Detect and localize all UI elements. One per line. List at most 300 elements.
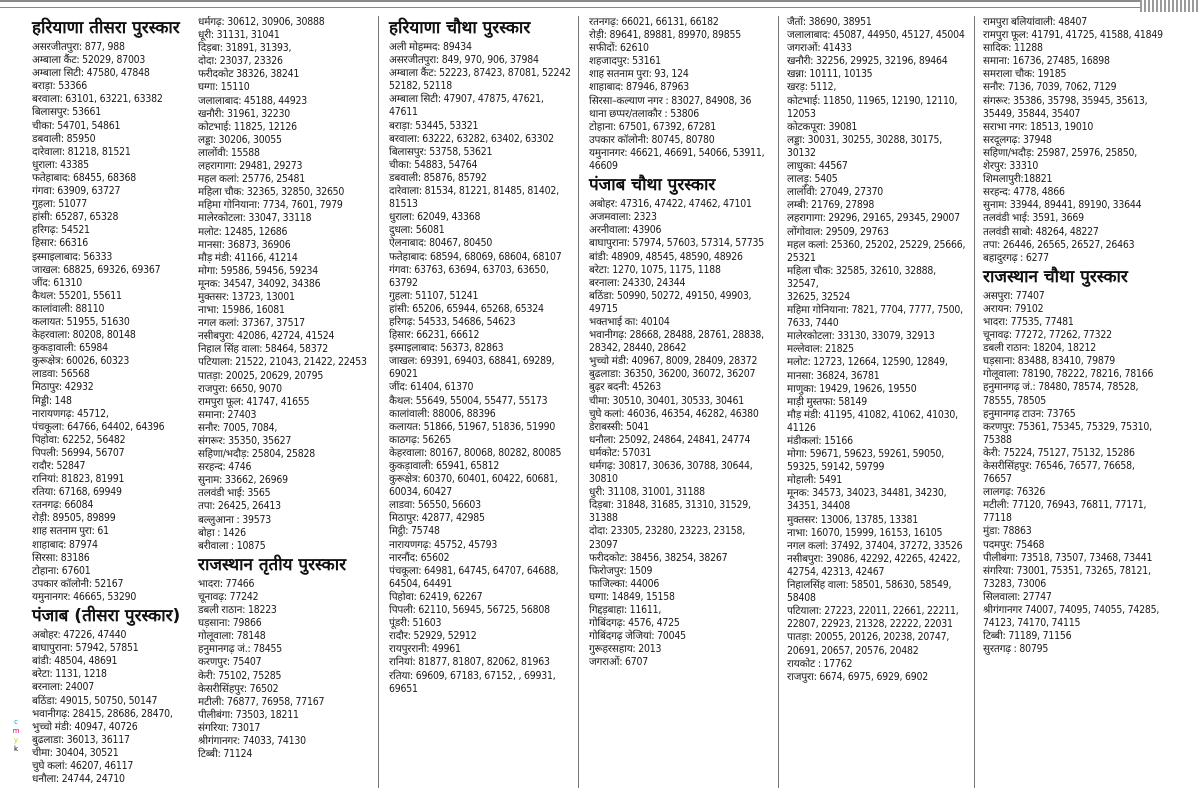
result-entry: 30810 bbox=[589, 473, 618, 486]
result-entry: दिड़बा: 31891, 31393, bbox=[198, 42, 292, 55]
result-entry: नारायणगढ़: 45712, bbox=[32, 407, 109, 420]
result-entry: खनौरी: 31961, 32230 bbox=[198, 107, 291, 120]
result-entry: खनौरी: 32256, 29925, 32196, 89464 bbox=[787, 55, 948, 68]
result-entry: चूनावढ़: 77272, 77262, 77322 bbox=[983, 329, 1112, 342]
result-entry: कैथल: 55649, 55004, 55477, 55173 bbox=[389, 394, 548, 407]
result-entry: नारायणगढ़: 45752, 45793 bbox=[389, 538, 498, 551]
result-entry: हनुमानगढ़ टाउन: 73765 bbox=[983, 407, 1076, 420]
result-entry: 64504, 64491 bbox=[389, 577, 452, 590]
result-entry: रतिया: 69609, 67183, 67152, , 69931, bbox=[389, 669, 556, 682]
result-entry: डेराबस्सी: 5041 bbox=[589, 420, 649, 433]
result-entry: शहजादपुर: 53161 bbox=[589, 55, 661, 68]
result-entry: बरेटा: 1270, 1075, 1175, 1188 bbox=[589, 263, 721, 276]
result-entry: अबोहर: 47316, 47422, 47462, 47101 bbox=[589, 198, 752, 211]
result-entry: बराड़ा: 53445, 53321 bbox=[389, 119, 479, 132]
result-entry: दोदा: 23037, 23326 bbox=[198, 55, 283, 68]
result-entry: मोगा: 59671, 59623, 59261, 59050, bbox=[787, 448, 945, 461]
result-entry: रायपुररानी: 49961 bbox=[389, 643, 461, 656]
result-entry: लड्डा: 30206, 30055 bbox=[198, 133, 282, 146]
result-entry: चुघे कलां: 46207, 46117 bbox=[32, 759, 134, 772]
column-5 bbox=[778, 16, 974, 788]
result-entry: बरवाला: 63101, 63221, 63382 bbox=[32, 93, 163, 106]
result-entry: चीका: 54701, 54861 bbox=[32, 119, 121, 132]
result-entry: पिहोवा: 62419, 62267 bbox=[389, 590, 483, 603]
result-entry: 32625, 32524 bbox=[787, 290, 850, 303]
result-entry: धनौला: 24744, 24710 bbox=[32, 773, 125, 786]
result-entry: काठगढ़: 56265 bbox=[389, 433, 452, 446]
result-entry: संगरूर: 35350, 35627 bbox=[198, 435, 292, 447]
result-entry: गोलूवाला: 78148 bbox=[198, 630, 266, 643]
result-entry: मिठापुर: 42877, 42985 bbox=[389, 512, 485, 525]
result-entry: पीलीबंगा: 73503, 18211 bbox=[198, 708, 299, 721]
result-entry: यमुनानगर: 46665, 53290 bbox=[32, 590, 137, 603]
result-entry: अम्बाला सिटी: 47580, 47848 bbox=[32, 67, 150, 80]
result-entry: जगराओं: 41433 bbox=[787, 42, 852, 55]
result-entry: 31388 bbox=[589, 512, 618, 525]
result-entry: धुराला: 43385 bbox=[32, 158, 89, 171]
result-entry: महिला चौक: 32585, 32610, 32888, 32547, bbox=[787, 264, 936, 290]
result-entry: मौड़ मंडी: 41166, 41214 bbox=[198, 251, 298, 264]
result-entry: हरिगढ़: 54533, 54686, 54623 bbox=[389, 315, 516, 328]
result-entry: नगल कलां: 37492, 37404, 37272, 33526 bbox=[787, 539, 963, 552]
result-entry: बुढ़र बदनी: 45263 bbox=[589, 381, 661, 394]
result-entry: खरड़: 5112, bbox=[787, 81, 837, 94]
result-entry: मलोट: 12485, 12686 bbox=[198, 225, 288, 238]
result-entry: मटीली: 77120, 76943, 76811, 77171, bbox=[983, 499, 1147, 512]
result-entry: मोहाली: 5491 bbox=[787, 474, 842, 487]
result-entry: भादरा: 77535, 77481 bbox=[983, 315, 1074, 328]
result-entry: करणपुर: 75361, 75345, 75329, 75310, bbox=[983, 420, 1152, 433]
result-entry: मुंडा: 78863 bbox=[983, 525, 1032, 538]
result-entry: नसीबपुरा: 42086, 42724, 41524 bbox=[198, 330, 335, 343]
result-entry: बरेटा: 1131, 1218 bbox=[32, 668, 107, 681]
result-entry: रामपुरा बलियांवाली: 48407 bbox=[983, 16, 1088, 28]
result-entry: दोदा: 23305, 23280, 23223, 23158, bbox=[589, 525, 746, 538]
result-entry: 74123, 74170, 74115 bbox=[983, 617, 1081, 630]
result-entry: रतनगढ़: 66084 bbox=[32, 499, 94, 512]
result-entry: मुक्तसर: 13006, 13785, 13381 bbox=[787, 513, 918, 526]
result-entry: रोड़ी: 89505, 89899 bbox=[32, 512, 116, 525]
result-entry: बरनाला: 24007 bbox=[32, 681, 95, 694]
result-entry: मानसा: 36873, 36906 bbox=[198, 238, 291, 251]
result-entry: बोहा : 1426 bbox=[198, 526, 246, 539]
result-entry: शाहाबाद: 87974 bbox=[32, 538, 98, 551]
result-entry: मूनक: 34547, 34092, 34386 bbox=[198, 277, 321, 290]
result-entry: नाभा: 16070, 15999, 16153, 16105 bbox=[787, 526, 943, 539]
result-entry: मंडीकलां: 15166 bbox=[787, 435, 853, 447]
result-entry: 30132 bbox=[787, 146, 816, 159]
result-entry: बाघापुराना: 57942, 57851 bbox=[32, 642, 139, 655]
result-entry: इस्माइलाबाद: 56333 bbox=[32, 250, 113, 263]
result-entry: माड़ी मुस्तफा: 58149 bbox=[787, 395, 868, 408]
result-entry: मोगा: 59586, 59456, 59234 bbox=[198, 264, 319, 277]
result-entry: महिमा गोनियाना: 7734, 7601, 7979 bbox=[198, 199, 343, 212]
result-entry: संगरिया: 73017 bbox=[198, 721, 261, 734]
result-entry: रादौर: 52847 bbox=[32, 460, 86, 472]
result-entry: कलायत: 51866, 51967, 51836, 51990 bbox=[389, 420, 556, 433]
result-entry: 49715 bbox=[589, 302, 618, 315]
result-entry: अम्बाला कैंट: 52029, 87003 bbox=[32, 54, 146, 67]
result-entry: जींद: 61404, 61370 bbox=[389, 381, 474, 394]
result-entry: चूनावढ़: 77242 bbox=[198, 590, 259, 603]
result-entry: गोबिंदगढ़: 4576, 4725 bbox=[589, 617, 680, 630]
result-entry: अबोहर: 47226, 47440 bbox=[32, 629, 127, 642]
result-entry: लालोंवी: 27049, 27370 bbox=[787, 186, 884, 199]
result-entry: कलायत: 51955, 51630 bbox=[32, 315, 130, 328]
result-entry: जलालाबाद: 45087, 44950, 45127, 45004 bbox=[787, 29, 965, 42]
result-entry: केसरीसिंहपुर: 76502 bbox=[198, 682, 279, 695]
result-entry: कुकड़ावाली: 65984 bbox=[32, 342, 108, 355]
result-entry: मलोट: 12723, 12664, 12590, 12849, bbox=[787, 356, 948, 369]
result-entry: फिरोजपुर: 1509 bbox=[589, 564, 653, 577]
result-entry: पातड़ा: 20025, 20629, 20795 bbox=[198, 369, 324, 382]
result-entry: टोहाना: 67501, 67392, 67281 bbox=[589, 120, 716, 133]
result-entry: लालड़ू: 5405 bbox=[787, 173, 838, 186]
result-entry: हरिगढ़: 54521 bbox=[32, 224, 90, 237]
result-entry: 22807, 22923, 21328, 22222, 22031 bbox=[787, 618, 953, 631]
result-entry: पीलीबंगा: 73518, 73507, 73468, 73441 bbox=[983, 551, 1153, 564]
result-entry: 28342, 28440, 28642 bbox=[589, 342, 687, 355]
result-entry: तपा: 26446, 26565, 26527, 26463 bbox=[983, 238, 1135, 251]
result-entry: मिट्ठी: 75748 bbox=[389, 525, 440, 538]
result-entry: लालोंवी: 15588 bbox=[198, 146, 260, 159]
section-heading: राजस्थान चौथा पुरस्कार bbox=[983, 266, 1128, 287]
registration-mark-k: k bbox=[13, 745, 19, 753]
result-entry: तलवंडी भाई: 3591, 3669 bbox=[983, 212, 1084, 225]
result-entry: महिला चौक: 32365, 32850, 32650 bbox=[198, 186, 345, 199]
result-entry: बरीवाला : 10875 bbox=[198, 539, 266, 552]
result-entry: फाजिल्का: 44006 bbox=[589, 577, 660, 590]
result-entry: डबली राठान: 18223 bbox=[198, 604, 277, 617]
result-entry: शाह सतनाम पुरा: 61 bbox=[32, 525, 109, 538]
result-entry: हिसार: 66316 bbox=[32, 237, 89, 250]
result-entry: बुढलाडा: 36013, 36117 bbox=[32, 733, 130, 746]
result-entry: अम्बाला कैंट: 52223, 87423, 87081, 52242 bbox=[389, 67, 571, 80]
result-entry: गुरूहरसहाय: 2013 bbox=[589, 643, 662, 656]
result-entry: बांडी: 48909, 48545, 48590, 48926 bbox=[589, 250, 743, 263]
result-entry: 42754, 42313, 42467 bbox=[787, 565, 885, 578]
result-entry: सराभा नगर: 18513, 19010 bbox=[983, 120, 1094, 133]
result-entry: हांसी: 65287, 65328 bbox=[32, 211, 119, 224]
result-entry: बिलासपुर: 53758, 53621 bbox=[389, 145, 493, 158]
result-entry: मुक्तसर: 13723, 13001 bbox=[198, 290, 295, 303]
result-entry: शिमलापुरी:18821 bbox=[983, 173, 1053, 186]
result-entry: मिठापुर: 42932 bbox=[32, 381, 94, 394]
result-entry: रायकोट : 17762 bbox=[787, 657, 853, 670]
result-entry: मूनक: 34573, 34023, 34481, 34230, bbox=[787, 487, 947, 500]
top-rule bbox=[0, 0, 1200, 8]
result-entry: धुराला: 62049, 43368 bbox=[389, 211, 481, 224]
result-entry: रानियां: 81823, 81991 bbox=[32, 473, 125, 486]
result-entry: असरजीतपुरा: 849, 970, 906, 37984 bbox=[389, 54, 539, 67]
result-entry: श्रीगंगानगर 74007, 74095, 74055, 74285, bbox=[983, 604, 1160, 617]
result-entry: घड़साना: 79866 bbox=[198, 617, 262, 630]
result-entry: बांडी: 48504, 48691 bbox=[32, 655, 118, 668]
result-entry: असरजीतपुरा: 877, 988 bbox=[32, 41, 125, 53]
result-entry: भादरा: 77466 bbox=[198, 577, 255, 590]
result-entry: पटियाला: 27223, 22011, 22661, 22211, bbox=[787, 605, 959, 618]
result-entry: शेरपुर: 33310 bbox=[983, 160, 1039, 173]
result-entry: जैतों: 38690, 38951 bbox=[787, 16, 872, 28]
result-entry: ऐलनाबाद: 80467, 80450 bbox=[389, 237, 493, 250]
column-6 bbox=[974, 16, 1190, 788]
result-entry: 75388 bbox=[983, 433, 1012, 446]
result-entry: टोहाना: 67601 bbox=[32, 564, 91, 577]
result-entry: नसीबपुरा: 39086, 42292, 42265, 42422, bbox=[787, 552, 961, 565]
result-entry: 73283, 73006 bbox=[983, 577, 1046, 590]
result-entry: लोंगोवाल: 29509, 29763 bbox=[787, 225, 889, 238]
result-entry: 12053 bbox=[787, 107, 816, 120]
result-entry: तलवंडी भाई: 3565 bbox=[198, 487, 271, 500]
result-entry: गिद्दड़बाहा: 11611, bbox=[589, 604, 662, 617]
result-entry: हनुमानगढ़ जं.: 78455 bbox=[198, 643, 282, 656]
result-entry: केरी: 75224, 75127, 75132, 15286 bbox=[983, 446, 1135, 459]
result-entry: टिब्बी: 71124 bbox=[198, 748, 253, 761]
result-entry: चीमा: 30404, 30521 bbox=[32, 746, 119, 759]
result-entry: 78555, 78505 bbox=[983, 394, 1046, 407]
result-entry: कालांवाली: 88006, 88396 bbox=[389, 407, 496, 420]
result-entry: बठिंडा: 49015, 50750, 50147 bbox=[32, 694, 158, 707]
result-entry: यमुनानगर: 46621, 46691, 54066, 53911, bbox=[589, 146, 765, 159]
result-entry: 59325, 59142, 59799 bbox=[787, 461, 885, 474]
result-entry: घग्गा: 15110 bbox=[198, 81, 250, 94]
result-entry: लहरागागा: 29481, 29273 bbox=[198, 160, 303, 173]
result-entry: लाडवा: 56568 bbox=[32, 368, 90, 381]
result-entry: असपुरा: 77407 bbox=[983, 289, 1045, 302]
result-entry: कुरूक्षेत्र: 60370, 60401, 60422, 60681, bbox=[389, 473, 558, 486]
registration-mark-y: y bbox=[13, 736, 19, 744]
result-entry: जाखल: 68825, 69326, 69367 bbox=[32, 263, 161, 276]
result-entry: अरायन: 79102 bbox=[983, 302, 1044, 315]
result-entry: सहिणा/भदौड़: 25804, 25828 bbox=[198, 448, 315, 461]
result-entry: 69021 bbox=[389, 368, 418, 381]
result-entry: बाघापुराना: 57974, 57603, 57314, 57735 bbox=[589, 237, 765, 250]
result-entry: समाना: 27403 bbox=[198, 408, 257, 421]
result-entry: गुहला: 51077 bbox=[32, 198, 87, 211]
result-entry: हनुमानगढ़ जं.: 78480, 78574, 78528, bbox=[983, 381, 1139, 394]
result-entry: दिड़बा: 31848, 31685, 31310, 31529, bbox=[589, 499, 751, 512]
registration-marks bbox=[12, 718, 20, 754]
result-entry: अली मोहम्मद: 89434 bbox=[389, 41, 472, 53]
result-entry: सनौर: 7136, 7039, 7062, 7129 bbox=[983, 81, 1117, 94]
result-entry: टिब्बी: 71189, 71156 bbox=[983, 630, 1072, 643]
result-entry: फरीदकोट 38326, 38241 bbox=[198, 68, 300, 81]
result-entry: पातड़ा: 20055, 20126, 20238, 20747, bbox=[787, 631, 950, 644]
section-heading: राजस्थान तृतीय पुरस्कार bbox=[198, 554, 347, 575]
result-entry: शाह सतनाम पुरा: 93, 124 bbox=[589, 68, 689, 81]
result-entry: कोटभाई: 11825, 12126 bbox=[198, 120, 297, 133]
section-heading: पंजाब चौथा पुरस्कार bbox=[589, 175, 716, 196]
result-entry: श्रीगंगानगर: 74033, 74130 bbox=[198, 734, 306, 747]
result-entry: धुरी: 31108, 31001, 31188 bbox=[589, 486, 705, 499]
result-entry: धर्मगढ़: 30612, 30906, 30888 bbox=[198, 16, 325, 28]
column-4 bbox=[578, 16, 778, 788]
result-entry: घड़साना: 83488, 83410, 79879 bbox=[983, 355, 1116, 368]
result-entry: पिपली: 62110, 56945, 56725, 56808 bbox=[389, 604, 550, 617]
result-entry: लालगढ़: 76326 bbox=[983, 486, 1046, 499]
result-entry: संगरिया: 73001, 75351, 73265, 78121, bbox=[983, 564, 1151, 577]
result-entry: फरीदकोट: 38456, 38254, 38267 bbox=[589, 551, 728, 564]
result-entry: बल्लुआना : 39573 bbox=[198, 513, 271, 526]
result-entry: 63792 bbox=[389, 276, 418, 289]
result-entry: जाखल: 69391, 69403, 68841, 69289, bbox=[389, 355, 555, 368]
result-entry: रामपुरा फूल: 41747, 41655 bbox=[198, 395, 310, 408]
column-2 bbox=[192, 16, 378, 788]
result-entry: गोलूवाला: 78190, 78222, 78216, 78166 bbox=[983, 368, 1154, 381]
result-entry: सिरसा–कल्याण नगर : 83027, 84908, 36 bbox=[589, 94, 752, 107]
result-entry: 35449, 35844, 35407 bbox=[983, 107, 1081, 120]
result-entry: बहादुरगढ़ : 6277 bbox=[983, 251, 1049, 264]
result-entry: 46609 bbox=[589, 160, 618, 173]
result-entry: केसरीसिंहपुर: 76546, 76577, 76658, bbox=[983, 460, 1135, 472]
result-entry: मल्लेवाल: 21825 bbox=[787, 343, 854, 356]
result-entry: गंगवा: 63763, 63694, 63703, 63650, bbox=[389, 263, 549, 276]
result-entry: केरी: 75102, 75285 bbox=[198, 669, 282, 682]
result-entry: अजमवाला: 2323 bbox=[589, 211, 657, 224]
registration-mark-m: m bbox=[12, 727, 20, 735]
result-entry: केहरवाला: 80208, 80148 bbox=[32, 329, 136, 342]
result-entry: धूरी: 31131, 31041 bbox=[198, 29, 280, 42]
result-entry: निहाल सिंह वाला: 58464, 58372 bbox=[198, 343, 329, 356]
result-entry: बिलासपुर: 53661 bbox=[32, 106, 101, 119]
result-entry: थाना छप्पर/तलाकौर : 53806 bbox=[589, 107, 699, 120]
result-entry: दारेवाला: 81218, 81521 bbox=[32, 145, 131, 158]
result-entry: सरहन्द: 4746 bbox=[198, 461, 252, 474]
result-entry: 60034, 60427 bbox=[389, 486, 452, 499]
result-entry: 69651 bbox=[389, 682, 418, 695]
result-entry: बरवाला: 63222, 63282, 63402, 63302 bbox=[389, 132, 554, 145]
result-entry: महिमा गोनियाना: 7821, 7704, 7777, 7500, bbox=[787, 304, 963, 317]
result-entry: हिसार: 66231, 66612 bbox=[389, 329, 480, 342]
result-entry: तपा: 26425, 26413 bbox=[198, 500, 281, 513]
result-entry: गोबिंदगढ़ जेजियां: 70045 bbox=[589, 630, 686, 643]
result-entry: करणपुर: 75407 bbox=[198, 656, 262, 669]
result-entry: लम्बी: 21769, 27898 bbox=[787, 199, 875, 212]
result-entry: अम्बाला सिटी: 47907, 47875, 47621, 47611 bbox=[389, 93, 544, 119]
result-entry: धर्मगढ़: 30817, 30636, 30788, 30644, bbox=[589, 460, 753, 472]
result-entry: रतिया: 67168, 69949 bbox=[32, 486, 122, 499]
result-entry: लाडवा: 56550, 56603 bbox=[389, 499, 481, 512]
result-entry: राजपुरा: 6674, 6975, 6929, 6902 bbox=[787, 670, 928, 683]
result-entry: शाहाबाद: 87946, 87963 bbox=[589, 81, 690, 94]
result-entry: रोड़ी: 89641, 89881, 89970, 89855 bbox=[589, 29, 742, 42]
result-entry: गुहला: 51107, 51241 bbox=[389, 289, 479, 302]
result-entry: सादिक: 11288 bbox=[983, 42, 1043, 55]
result-entry: बुढलाडा: 36350, 36200, 36072, 36207 bbox=[589, 368, 756, 381]
result-entry: सफीदों: 62610 bbox=[589, 42, 649, 55]
section-heading: हरियाणा चौथा पुरस्कार bbox=[389, 18, 531, 38]
result-entry: डबवाली: 85950 bbox=[32, 132, 96, 145]
result-entry: बठिंडा: 50990, 50272, 49150, 49903, bbox=[589, 289, 752, 302]
result-entry: उपकार कॉलोनी: 52167 bbox=[32, 577, 124, 590]
result-entry: 77118 bbox=[983, 512, 1012, 525]
result-entry: 41126 bbox=[787, 421, 816, 434]
result-entry: अरनीवाला: 43906 bbox=[589, 224, 662, 237]
result-entry: 7633, 7440 bbox=[787, 317, 839, 330]
result-entry: मालेरकोटला: 33047, 33118 bbox=[198, 212, 312, 225]
result-entry: सिरसा: 83186 bbox=[32, 551, 90, 564]
result-entry: निहालसिंह वाला: 58501, 58630, 58549, bbox=[787, 579, 952, 592]
result-entry: लहरागागा: 29296, 29165, 29345, 29007 bbox=[787, 212, 960, 225]
registration-mark-c: c bbox=[14, 718, 18, 726]
result-entry: पिहोवा: 62252, 56482 bbox=[32, 433, 126, 446]
result-entry: 25321 bbox=[787, 251, 816, 264]
column-3 bbox=[378, 16, 578, 788]
result-entry: बराड़ा: 53366 bbox=[32, 80, 87, 93]
result-entry: कालांवाली: 88110 bbox=[32, 302, 105, 315]
result-entry: कुकड़ावाली: 65941, 65812 bbox=[389, 460, 500, 472]
result-entry: सहिणा/भदौड़: 25987, 25976, 25850, bbox=[983, 146, 1138, 159]
result-entry: पंचकूला: 64981, 64745, 64707, 64688, bbox=[389, 564, 559, 577]
result-entry: सरदूलगढ़: 37948 bbox=[983, 133, 1052, 146]
result-entry: मौड़ मंडी: 41195, 41082, 41062, 41030, bbox=[787, 408, 958, 421]
result-entry: मालेरकोटला: 33130, 33079, 32913 bbox=[787, 330, 935, 343]
column-1 bbox=[26, 16, 192, 788]
result-entry: इस्माइलाबाद: 56373, 82863 bbox=[389, 342, 504, 355]
result-entry: 34351, 34408 bbox=[787, 500, 850, 513]
result-entry: सरहन्द: 4778, 4866 bbox=[983, 186, 1065, 199]
result-entry: भुच्चो मंडी: 40967, 8009, 28409, 28372 bbox=[589, 355, 758, 368]
result-entry: फतेहाबाद: 68455, 68368 bbox=[32, 171, 137, 184]
result-entry: उपकार कॉलोनी: 80745, 80780 bbox=[589, 133, 715, 146]
result-entry: सिलवाला: 27747 bbox=[983, 590, 1052, 603]
result-entry: कुरूक्षेत्र: 60026, 60323 bbox=[32, 355, 130, 368]
result-entry: सुरतगढ़ : 80795 bbox=[983, 643, 1049, 656]
result-entry: जींद: 61310 bbox=[32, 276, 82, 289]
result-entry: राजपुरा: 6650, 9070 bbox=[198, 382, 282, 395]
result-entry: लाधुका: 44567 bbox=[787, 160, 848, 173]
result-entry: पूंडरी: 51603 bbox=[389, 617, 442, 630]
result-entry: पदमपुर: 75468 bbox=[983, 538, 1045, 551]
result-entry: चुघे कलां: 46036, 46354, 46282, 46380 bbox=[589, 407, 759, 420]
result-entry: भुच्चो मंडी: 40947, 40726 bbox=[32, 720, 138, 733]
result-entry: दुधला: 56081 bbox=[389, 224, 445, 237]
result-entry: 20691, 20657, 20576, 20482 bbox=[787, 644, 919, 657]
result-entry: कैथल: 55201, 55611 bbox=[32, 289, 122, 302]
result-entry: नगल कलां: 37367, 37517 bbox=[198, 317, 305, 330]
top-stripe bbox=[1140, 0, 1200, 12]
result-entry: दारेवाला: 81534, 81221, 81485, 81402, 81513 bbox=[389, 185, 559, 211]
result-entry: भक्तभाई का: 40104 bbox=[589, 315, 670, 328]
result-entry: पटियाला: 21522, 21043, 21422, 22453 bbox=[198, 356, 367, 369]
result-entry: मिड्डी: 148 bbox=[32, 394, 72, 407]
section-heading: पंजाब (तीसरा पुरस्कार) bbox=[32, 606, 181, 627]
result-entry: जलालाबाद: 45188, 44923 bbox=[198, 94, 308, 107]
result-entry: धर्मकोट: 57031 bbox=[589, 446, 652, 459]
result-entry: संगरूर: 35386, 35798, 35945, 35613, bbox=[983, 94, 1148, 107]
result-entry: नारनौंद: 65602 bbox=[389, 551, 450, 564]
result-entry: पंचकूला: 64766, 64402, 64396 bbox=[32, 420, 165, 433]
result-entry: खन्ना: 10111, 10135 bbox=[787, 68, 873, 81]
result-entry: डबवाली: 85876, 85792 bbox=[389, 171, 487, 184]
result-entry: सुनाम: 33662, 26969 bbox=[198, 474, 288, 487]
result-entry: रतनगढ़: 66021, 66131, 66182 bbox=[589, 16, 719, 28]
result-entry: कोटभाई: 11850, 11965, 12190, 12110, bbox=[787, 94, 958, 107]
result-entry: 58408 bbox=[787, 592, 816, 605]
result-entry: माणुका: 19429, 19626, 19550 bbox=[787, 382, 917, 395]
result-entry: धनौला: 25092, 24864, 24841, 24774 bbox=[589, 433, 751, 446]
result-entry: भवानीगढ़: 28415, 28686, 28470, bbox=[32, 707, 173, 720]
result-entry: मानसा: 36824, 36781 bbox=[787, 369, 880, 382]
result-entry: चीमा: 30510, 30401, 30533, 30461 bbox=[589, 394, 745, 407]
result-entry: फतेहाबाद: 68594, 68069, 68604, 68107 bbox=[389, 250, 562, 263]
result-entry: महल कलां: 25360, 25202, 25229, 25666, bbox=[787, 238, 966, 251]
result-entry: कोटकपूरा: 39081 bbox=[787, 120, 858, 133]
result-entry: जगराओं: 6707 bbox=[589, 656, 649, 669]
result-entry: डबली राठान: 18204, 18212 bbox=[983, 342, 1096, 355]
result-entry: गंगवा: 63909, 63727 bbox=[32, 185, 121, 198]
result-entry: समराला चौक: 19185 bbox=[983, 68, 1067, 81]
